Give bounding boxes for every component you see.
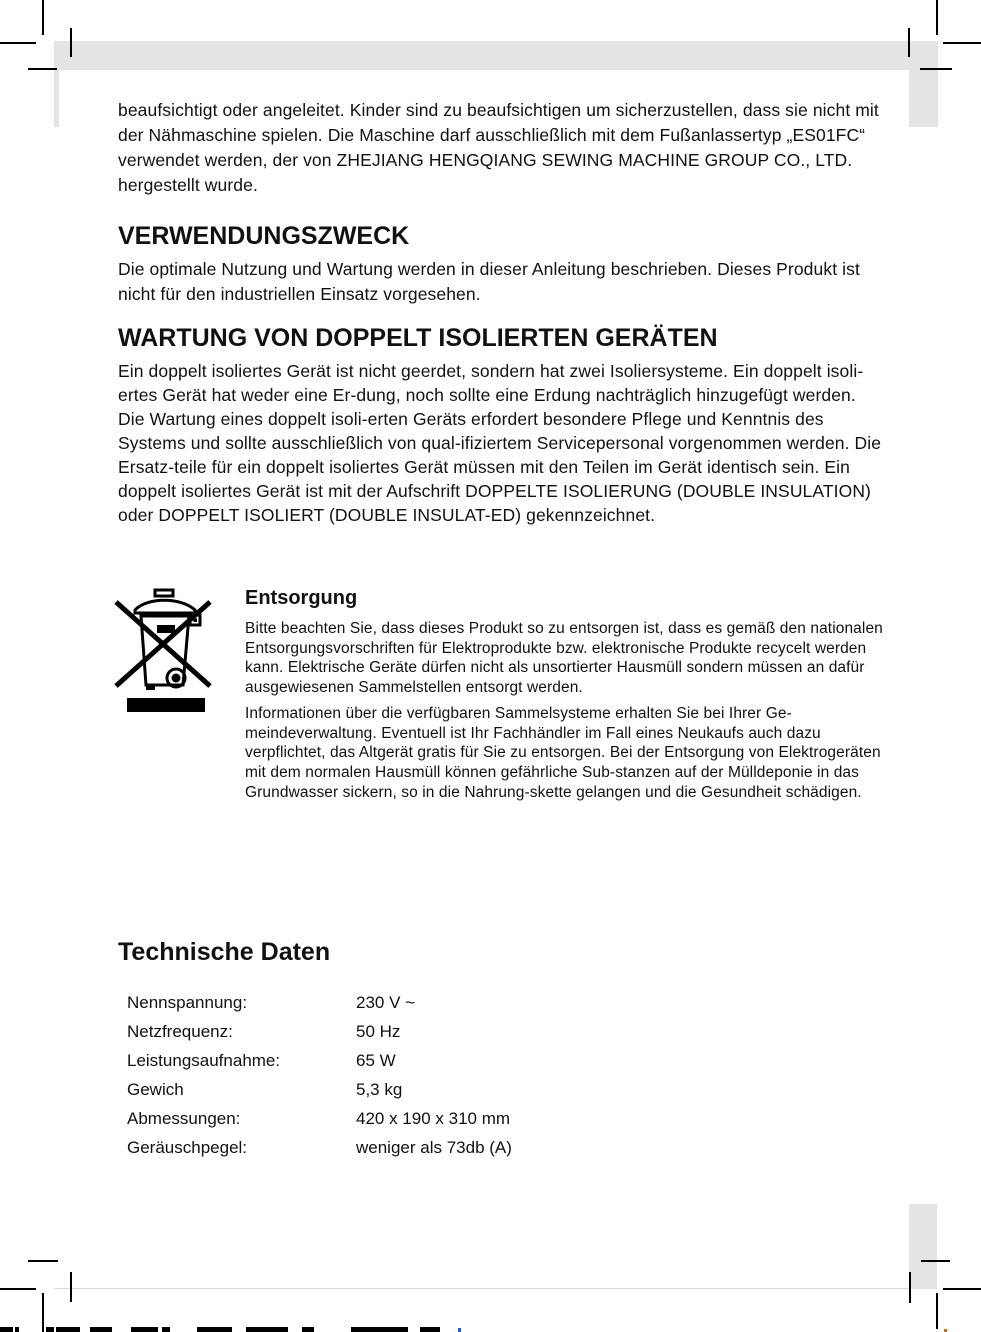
footer-right-block (909, 1204, 937, 1289)
spec-value: weniger als 73db (A) (356, 1138, 512, 1157)
scan-artifact (131, 1327, 158, 1332)
crossed-out-wheelie-bin-graphic (113, 586, 213, 690)
crop-mark (0, 1288, 36, 1290)
spec-label: Netzfrequenz: (127, 1022, 233, 1041)
scan-artifact (458, 1328, 461, 1332)
scan-artifact (90, 1327, 112, 1332)
crop-mark (909, 1272, 911, 1303)
crop-mark (943, 1288, 981, 1290)
crop-mark (908, 28, 910, 57)
crop-mark (0, 42, 36, 44)
scan-artifact (302, 1327, 314, 1332)
spec-value: 5,3 kg (356, 1080, 403, 1099)
spec-label: Abmessungen: (127, 1109, 241, 1128)
scan-artifact (0, 1327, 13, 1332)
spec-value: 230 V ~ (356, 993, 416, 1012)
tech-specs-heading: Technische Daten (118, 938, 331, 966)
scan-artifact (162, 1327, 170, 1332)
scan-artifact (197, 1327, 232, 1332)
header-left-strip (54, 70, 59, 127)
scan-artifact (420, 1327, 440, 1332)
crop-mark (42, 0, 44, 35)
crop-mark (70, 1272, 72, 1302)
disposal-paragraph: Bitte beachten Sie, dass dieses Produkt so zu entsorgen ist, dass es gemäß den nationalen Entsorgungsvorschriften für Elektroprodukte bzw. elektronische Produkte recycelt werden kann. Elektrische Geräte dürfen nicht als unsortierter Hausmüll sondern müssen an dafür ausgewiesenen Sammelstellen entsorgt werden. (245, 620, 883, 697)
section-body: Ein doppelt isoliertes Gerät ist nicht geerdet, sondern hat zwei Isoliersysteme. Ein doppelt isoli-ertes Gerät hat weder eine Er-dung, noch sollte eine Erdung nachträglich hinzugefügt werden. Die Wartung eines doppelt isoli-erten Geräts erfordert besondere Pflege und Kenntnis des Systems und sollte ausschließlich von qual-ifiziertem Servicepersonal vorgenommen werden. Die Ersatz-teile für ein doppelt isoliertes Gerät müssen mit den Teilen im Gerät identisch sein. Ein doppelt isoliertes Gerät ist mit der Aufschrift DOPPELTE ISOLIERUNG (DOUBLE INSULATION) oder DOPPELT ISOLIERT (DOUBLE INSULAT-ED) gekennzeichnet. (118, 361, 882, 525)
crop-mark (28, 68, 57, 70)
intro-text: beaufsichtigt oder angeleitet. Kinder sind zu beaufsichtigen um sicherzustellen, dass sie nicht mit der Nähmaschine spielen. Die Maschine darf ausschließlich mit dem Fußanlassertyp „ES01FC“ verwendet werden, der von ZHEJIANG HENGQIANG SEWING MACHINE GROUP CO., LTD. hergestellt wurde. (118, 100, 879, 195)
section-entsorgung (245, 586, 883, 802)
tech-specs-table (127, 988, 512, 1162)
crop-mark (936, 0, 938, 35)
spec-label: Nennspannung: (127, 993, 248, 1012)
scan-artifact (351, 1327, 408, 1332)
section-wartung (118, 324, 883, 527)
crop-mark (70, 28, 72, 57)
spec-value: 50 Hz (356, 1022, 401, 1041)
footer-hairline (54, 1288, 909, 1289)
crop-mark (936, 1293, 938, 1329)
section-heading: VERWENDUNGSZWECK (118, 222, 410, 250)
header-bar (54, 41, 938, 70)
section-heading: WARTUNG VON DOPPELT ISOLIERTEN GERÄTEN (118, 324, 718, 352)
crop-mark (921, 1260, 950, 1262)
section-body: Die optimale Nutzung und Wartung werden in dieser Anleitung beschrieben. Dieses Produkt ist nicht für den industriellen Einsatz vorgesehen. (118, 259, 860, 304)
disposal-paragraph: Informationen über die verfügbaren Sammelsysteme erhalten Sie bei Ihrer Ge-meindeverwaltung. Eventuell ist Ihr Fachhändler im Fall eines Neukaufs auch dazu verpflichtet, das Altgerät gratis für Sie zu entsorgen. Bei der Entsorgung von Elektrogeräten mit dem normalen Hausmüll können gefährliche Sub-stanzen auf der Mülldeponie in das Grundwasser sickern, so in die Nahrung-skette gelangen und die Gesundheit schädigen. (245, 704, 881, 801)
spec-label: Geräuschpegel: (127, 1138, 248, 1157)
crop-mark (920, 68, 952, 70)
section-verwendungszweck (118, 222, 883, 307)
scan-artifact (246, 1327, 288, 1332)
header-right-block (909, 70, 938, 127)
weee-black-bar (127, 698, 205, 712)
spec-value: 420 x 190 x 310 mm (356, 1109, 511, 1128)
scan-artifact (56, 1327, 80, 1332)
scan-artifact (15, 1327, 19, 1332)
spec-label: Leistungsaufnahme: (127, 1051, 281, 1070)
spec-label: Gewich (127, 1080, 184, 1099)
crop-mark (943, 42, 981, 44)
disposal-heading: Entsorgung (245, 587, 358, 609)
crop-mark (28, 1260, 58, 1262)
spec-value: 65 W (356, 1051, 396, 1070)
intro-paragraph (118, 98, 883, 198)
scan-artifact (46, 1327, 54, 1332)
crop-mark (42, 1293, 44, 1332)
weee-crossed-out-bin-icon (113, 586, 213, 712)
